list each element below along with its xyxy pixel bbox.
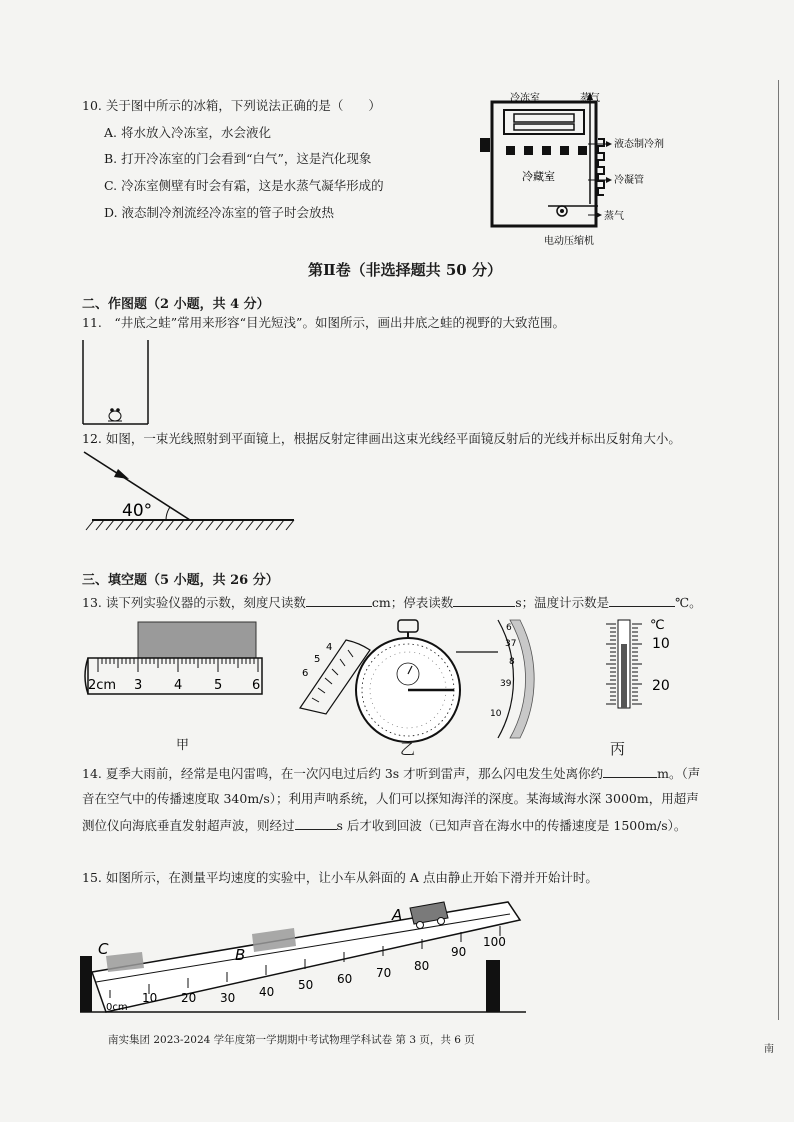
margin-char: 南	[764, 1044, 774, 1055]
q10-option-c: C. 冷冻室侧壁有时会有霜，这是水蒸气凝华形成的	[104, 178, 384, 193]
stopwatch-figure	[292, 618, 552, 748]
scale-label-50: 50	[298, 978, 314, 992]
point-a-label: A	[392, 906, 403, 924]
page-edge-line	[778, 80, 779, 1020]
frog-icon	[108, 408, 122, 421]
section2-title: 二、作图题（2 小题，共 4 分）	[82, 297, 270, 312]
scale-label-40: 40	[259, 985, 275, 999]
angle-label: 40°	[122, 501, 153, 521]
q13-text-1: 13. 读下列实验仪器的示数，刻度尺读数	[82, 595, 306, 610]
ruler-reading-blank[interactable]	[306, 593, 372, 607]
point-c-label: C	[98, 940, 109, 958]
scale-label-20: 20	[181, 991, 197, 1005]
q14-line1	[82, 764, 700, 783]
scale-label-60: 60	[337, 972, 353, 986]
caption-jia: 甲	[176, 738, 190, 753]
stopwatch-reading-blank[interactable]	[453, 593, 515, 607]
caption-yi: 乙	[400, 740, 416, 758]
distance-blank[interactable]	[603, 764, 657, 778]
ruler-label-5: 5	[214, 678, 223, 693]
q14-line2: 音在空气中的传播速度取 340m/s）；利用声呐系统，人们可以探知海洋的深度。某海域海水深 3000m，用超声	[82, 791, 699, 806]
caption-bing: 丙	[610, 740, 626, 758]
q10-option-a: A. 将水放入冷冻室，水会液化	[104, 125, 271, 140]
q15-stem: 15. 如图所示，在测量平均速度的实验中，让小车从斜面的 A 点由静止开始下滑并开始计时。	[82, 870, 598, 885]
scale-label-80: 80	[414, 959, 430, 973]
thermometer-figure	[596, 616, 706, 720]
q13-stem	[82, 593, 702, 612]
label-freezer: 冷冻室	[510, 93, 540, 104]
thermo-unit: ℃	[650, 618, 665, 633]
ruler-label-4: 4	[174, 678, 183, 693]
q10-option-d: D. 液态制冷剂流经冷冻室的管子时会放热	[104, 205, 335, 220]
q14-text-1a: 14. 夏季大雨前，经常是电闪雷鸣，在一次闪电过后约 3s 才听到雷声，那么闪电发生处离你约	[82, 766, 604, 781]
point-b-label: B	[235, 946, 246, 964]
q14-text-3b: s 后才收到回波（已知声音在海水中的传播速度是 1500m/s）。	[336, 818, 687, 833]
label-steam-bottom: 蒸气	[604, 211, 624, 222]
stopwatch-scale-label-37: 37	[505, 639, 517, 649]
q10-option-b: B. 打开冷冻室的门会看到“白气”，这是汽化现象	[104, 151, 372, 166]
label-liquid-refrigerant: 液态制冷剂	[614, 139, 664, 150]
scale-label-70: 70	[376, 966, 392, 980]
thermometer-reading-blank[interactable]	[609, 593, 675, 607]
stopwatch-scale-label-6: 6	[506, 623, 512, 633]
scale-label-30: 30	[220, 991, 236, 1005]
scale-label-0cm: 0cm	[106, 1002, 128, 1013]
label-steam-top: 蒸气	[580, 93, 600, 104]
part2-title: 第Ⅱ卷（非选择题共 50 分）	[308, 261, 502, 279]
ruler-figure	[82, 618, 268, 702]
well-figure	[82, 340, 162, 428]
incline-figure	[80, 894, 530, 1020]
dial-label-5: 5	[314, 654, 321, 665]
q11-stem: 11. “井底之蛙”常用来形容“目光短浅”。如图所示，画出井底之蛙的视野的大致范围。	[82, 315, 565, 330]
ruler-label-6: 6	[252, 678, 261, 693]
stopwatch-scale-label-39: 39	[500, 679, 512, 689]
mirror-figure	[82, 450, 302, 532]
page-footer: 南实集团 2023-2024 学年度第一学期期中考试物理学科试卷 第 3 页，共 6 页	[108, 1034, 475, 1046]
stopwatch-scale-label-10: 10	[490, 709, 502, 719]
scale-label-100: 100	[483, 935, 506, 949]
thermo-label-20: 20	[652, 678, 670, 694]
dial-label-6: 6	[302, 668, 309, 679]
dial-label-4: 4	[326, 642, 333, 653]
label-compressor: 电动压缩机	[544, 236, 594, 247]
label-condenser: 冷凝管	[614, 175, 644, 186]
q13-text-2: cm；停表读数	[371, 595, 454, 610]
fridge-figure	[478, 84, 708, 254]
q14-text-3a: 测位仪向海底垂直发射超声波，则经过	[82, 818, 295, 833]
scale-label-90: 90	[451, 945, 467, 959]
time-blank[interactable]	[295, 816, 337, 830]
q10-stem: 10. 关于图中所示的冰箱，下列说法正确的是（ ）	[82, 98, 381, 113]
q12-stem: 12. 如图，一束光线照射到平面镜上，根据反射定律画出这束光线经平面镜反射后的光线并标出反射角大小。	[82, 431, 681, 446]
q13-text-3: s；温度计示数是	[515, 595, 610, 610]
section3-title: 三、填空题（5 小题，共 26 分）	[82, 573, 279, 588]
ruler-label-3: 3	[134, 678, 143, 693]
q13-text-4: ℃。	[675, 595, 702, 610]
q14-text-1b: m。（声	[657, 766, 701, 781]
label-fridge: 冷藏室	[522, 170, 555, 183]
stopwatch-scale-label-8: 8	[509, 657, 515, 667]
scale-label-10: 10	[142, 991, 158, 1005]
q14-line3	[82, 816, 686, 835]
ruler-label-2cm: 2cm	[88, 678, 117, 693]
thermo-label-10: 10	[652, 636, 670, 652]
